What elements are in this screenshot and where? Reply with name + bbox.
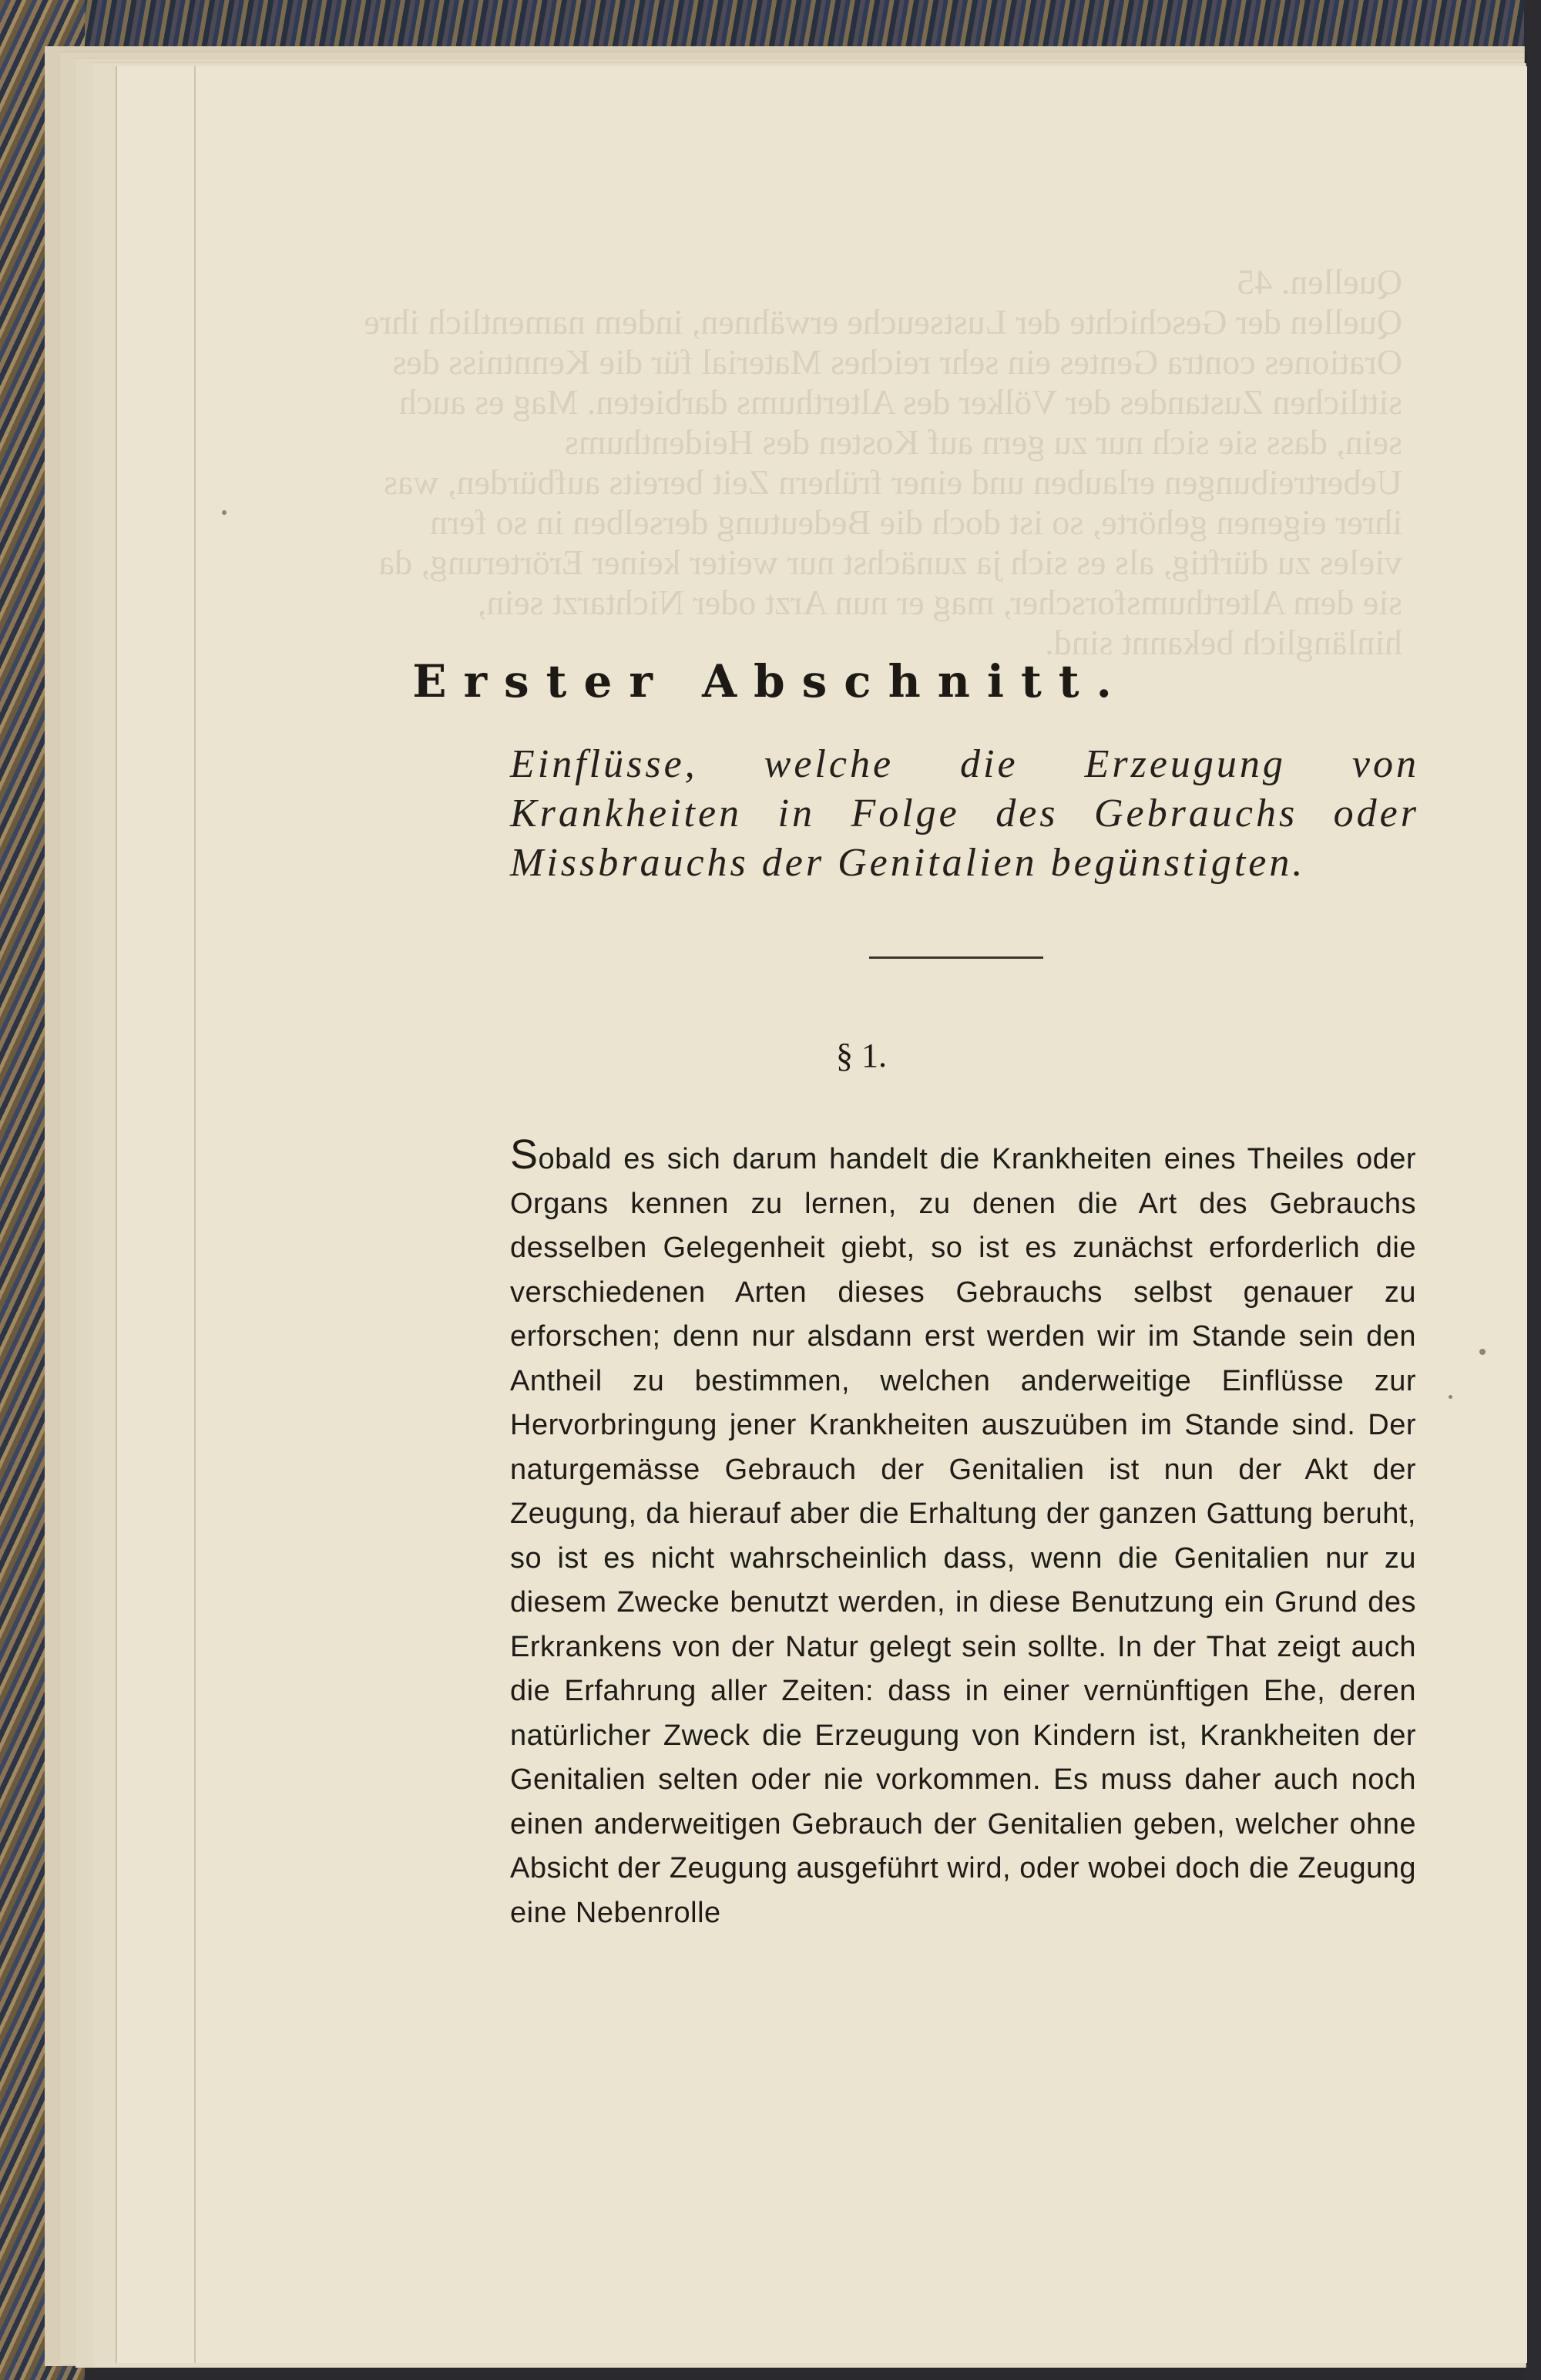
page-speck bbox=[222, 510, 227, 515]
paragraph-text: obald es sich darum handelt die Krankheiten eines Theiles oder Organs kennen zu lernen, zu denen die Art des Gebrauchs desselben Gelegenheit giebt, so ist es zunächst erforderlich die verschiedenen Arten dieses Gebrauchs selbst genauer zu erforschen; denn nur alsdann erst werden wir im Stande sein den Antheil zu bestimmen, welchen anderweitige Einflüsse zur Hervorbringung jener Krankheiten auszuüben im Stande sind. Der naturgemässe Gebrauch der Genitalien ist nun der Akt der Zeugung, da hierauf aber die Erhaltung der ganzen Gattung beruht, so ist es nicht wahrscheinlich dass, wenn die Genitalien nur zu diesem Zwecke benutzt werden, in diese Benutzung ein Grund des Erkrankens von der Natur gelegt sein sollte. In der That zeigt auch die Erfahrung aller Zeiten: dass in einer vernünftigen Ehe, deren natürlicher Zweck die Erzeugung von Kindern ist, Krankheiten der Genitalien selten oder nie vorkommen. Es muss daher auch noch einen anderweitigen Gebrauch der Genitalien geben, welcher ohne Absicht der Zeugung ausgeführt wird, oder wobei doch die Zeugung eine Nebenrolle bbox=[510, 1143, 1416, 1929]
section-heading: Erster Abschnitt. bbox=[412, 655, 1129, 708]
divider-rule bbox=[869, 956, 1043, 959]
body-paragraph bbox=[510, 1133, 1416, 1935]
initial-letter: S bbox=[510, 1131, 539, 1178]
section-subtitle: Einflüsse, welche die Erzeugung von Krankheiten in Folge des Gebrauchs oder Missbrauchs der Genitalien begünstigten. bbox=[510, 742, 1419, 885]
page-speck bbox=[1479, 1349, 1486, 1355]
page-speck bbox=[1449, 1395, 1452, 1399]
paragraph-mark: § 1. bbox=[836, 1037, 887, 1074]
